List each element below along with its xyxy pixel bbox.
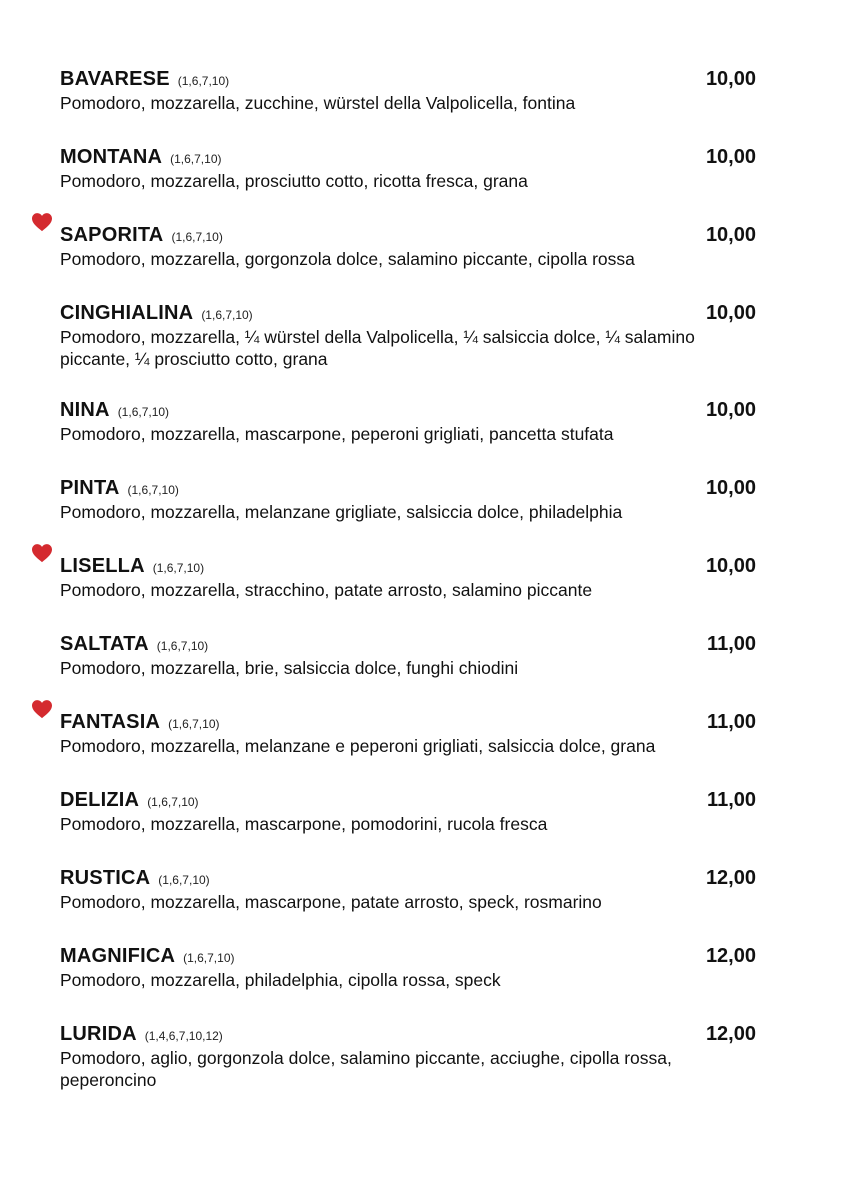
menu-item [60, 144, 770, 192]
menu-item-allergens: (1,6,7,10) [170, 152, 222, 166]
menu-item-header [60, 865, 770, 891]
menu-item-description: Pomodoro, mozzarella, zucchine, würstel della Valpolicella, fontina [60, 93, 576, 113]
menu-item-allergens: (1,6,7,10) [147, 795, 199, 809]
menu-item-header [60, 1021, 770, 1047]
menu-item-price: 10,00 [705, 302, 756, 324]
menu-item-description: Pomodoro, mozzarella, prosciutto cotto, ricotta fresca, grana [60, 171, 528, 191]
menu-item-name: RUSTICA [60, 867, 151, 889]
menu-item-name: BAVARESE [60, 68, 170, 90]
menu-item-header [60, 475, 770, 501]
menu-item [60, 787, 770, 835]
menu-item-price: 10,00 [705, 224, 756, 246]
menu-item [60, 631, 770, 679]
menu-item-price: 12,00 [705, 945, 756, 967]
menu-item-allergens: (1,4,6,7,10,12) [144, 1029, 223, 1043]
menu-item-price: 11,00 [707, 711, 756, 733]
menu-item-header [60, 631, 770, 657]
menu-item [60, 66, 770, 114]
menu-item [60, 397, 770, 445]
heart-icon [31, 699, 53, 719]
menu-item-description: Pomodoro, mozzarella, ¼ würstel della Valpolicella, ¼ salsiccia dolce, ¼ salamino [60, 327, 695, 347]
menu-item [60, 300, 770, 370]
menu-item-allergens: (1,6,7,10) [156, 639, 209, 653]
menu-item-name: DELIZIA [60, 789, 140, 811]
menu-item [60, 222, 770, 270]
menu-item-allergens: (1,6,7,10) [158, 873, 210, 887]
menu-item-description: Pomodoro, mozzarella, melanzane grigliate, salsiccia dolce, philadelphia [60, 502, 623, 522]
menu-item-description: Pomodoro, mozzarella, mascarpone, peperoni grigliati, pancetta stufata [60, 424, 614, 444]
menu-item-name: NINA [60, 399, 110, 421]
menu-item-allergens: (1,6,7,10) [201, 308, 253, 322]
menu-item-allergens: (1,6,7,10) [183, 951, 235, 965]
menu-item-description: Pomodoro, mozzarella, gorgonzola dolce, salamino piccante, cipolla rossa [60, 249, 635, 269]
menu-item-description: piccante, ¼ prosciutto cotto, grana [60, 349, 328, 369]
menu-item-description: Pomodoro, mozzarella, mascarpone, patate arrosto, speck, rosmarino [60, 892, 602, 912]
menu-item-header [60, 553, 770, 579]
menu-item-header [60, 709, 770, 735]
menu-item-price: 10,00 [705, 555, 756, 577]
menu-item-description: peperoncino [60, 1070, 157, 1090]
menu-item-header [60, 787, 770, 813]
heart-icon [31, 543, 53, 563]
menu-item-name: SALTATA [60, 633, 149, 655]
menu-item [60, 475, 770, 523]
menu-item-price: 10,00 [705, 399, 756, 421]
menu-item [60, 865, 770, 913]
menu-item [60, 553, 770, 601]
menu-item-header [60, 144, 770, 170]
menu-item-price: 12,00 [705, 867, 756, 889]
menu-item-price: 11,00 [707, 633, 756, 655]
menu-item-price: 10,00 [705, 477, 756, 499]
menu-item-name: LURIDA [60, 1023, 137, 1045]
menu-item-name: FANTASIA [60, 711, 161, 733]
menu-item-header [60, 397, 770, 423]
menu-item-description: Pomodoro, mozzarella, melanzane e peperoni grigliati, salsiccia dolce, grana [60, 736, 656, 756]
menu-item-allergens: (1,6,7,10) [177, 74, 230, 88]
menu-item-allergens: (1,6,7,10) [127, 483, 179, 497]
menu-item-price: 10,00 [705, 68, 756, 90]
menu-item-price: 12,00 [705, 1023, 756, 1045]
menu-item-allergens: (1,6,7,10) [117, 405, 170, 419]
menu-item-description: Pomodoro, mozzarella, stracchino, patate arrosto, salamino piccante [60, 580, 593, 600]
menu-item [60, 1021, 770, 1091]
menu-item-name: MONTANA [60, 146, 163, 168]
menu-item-name: CINGHIALINA [60, 302, 194, 324]
menu-item-name: PINTA [60, 477, 120, 499]
menu-item-header [60, 943, 770, 969]
menu-item-header [60, 222, 770, 248]
menu-item-allergens: (1,6,7,10) [168, 717, 220, 731]
pizza-menu [60, 66, 770, 1118]
menu-item-description: Pomodoro, aglio, gorgonzola dolce, salamino piccante, acciughe, cipolla rossa, [60, 1048, 672, 1068]
menu-item [60, 709, 770, 757]
menu-item-price: 10,00 [705, 146, 756, 168]
menu-item [60, 943, 770, 991]
menu-item-allergens: (1,6,7,10) [171, 230, 223, 244]
menu-item-description: Pomodoro, mozzarella, philadelphia, cipolla rossa, speck [60, 970, 501, 990]
menu-item-name: MAGNIFICA [60, 945, 176, 967]
menu-item-price: 11,00 [707, 789, 756, 811]
menu-item-description: Pomodoro, mozzarella, mascarpone, pomodorini, rucola fresca [60, 814, 548, 834]
menu-item-name: SAPORITA [60, 224, 164, 246]
heart-icon [31, 212, 53, 232]
menu-item-name: LISELLA [60, 555, 145, 577]
menu-item-header [60, 66, 770, 92]
menu-item-allergens: (1,6,7,10) [152, 561, 205, 575]
menu-item-header [60, 300, 770, 326]
menu-item-description: Pomodoro, mozzarella, brie, salsiccia dolce, funghi chiodini [60, 658, 519, 678]
